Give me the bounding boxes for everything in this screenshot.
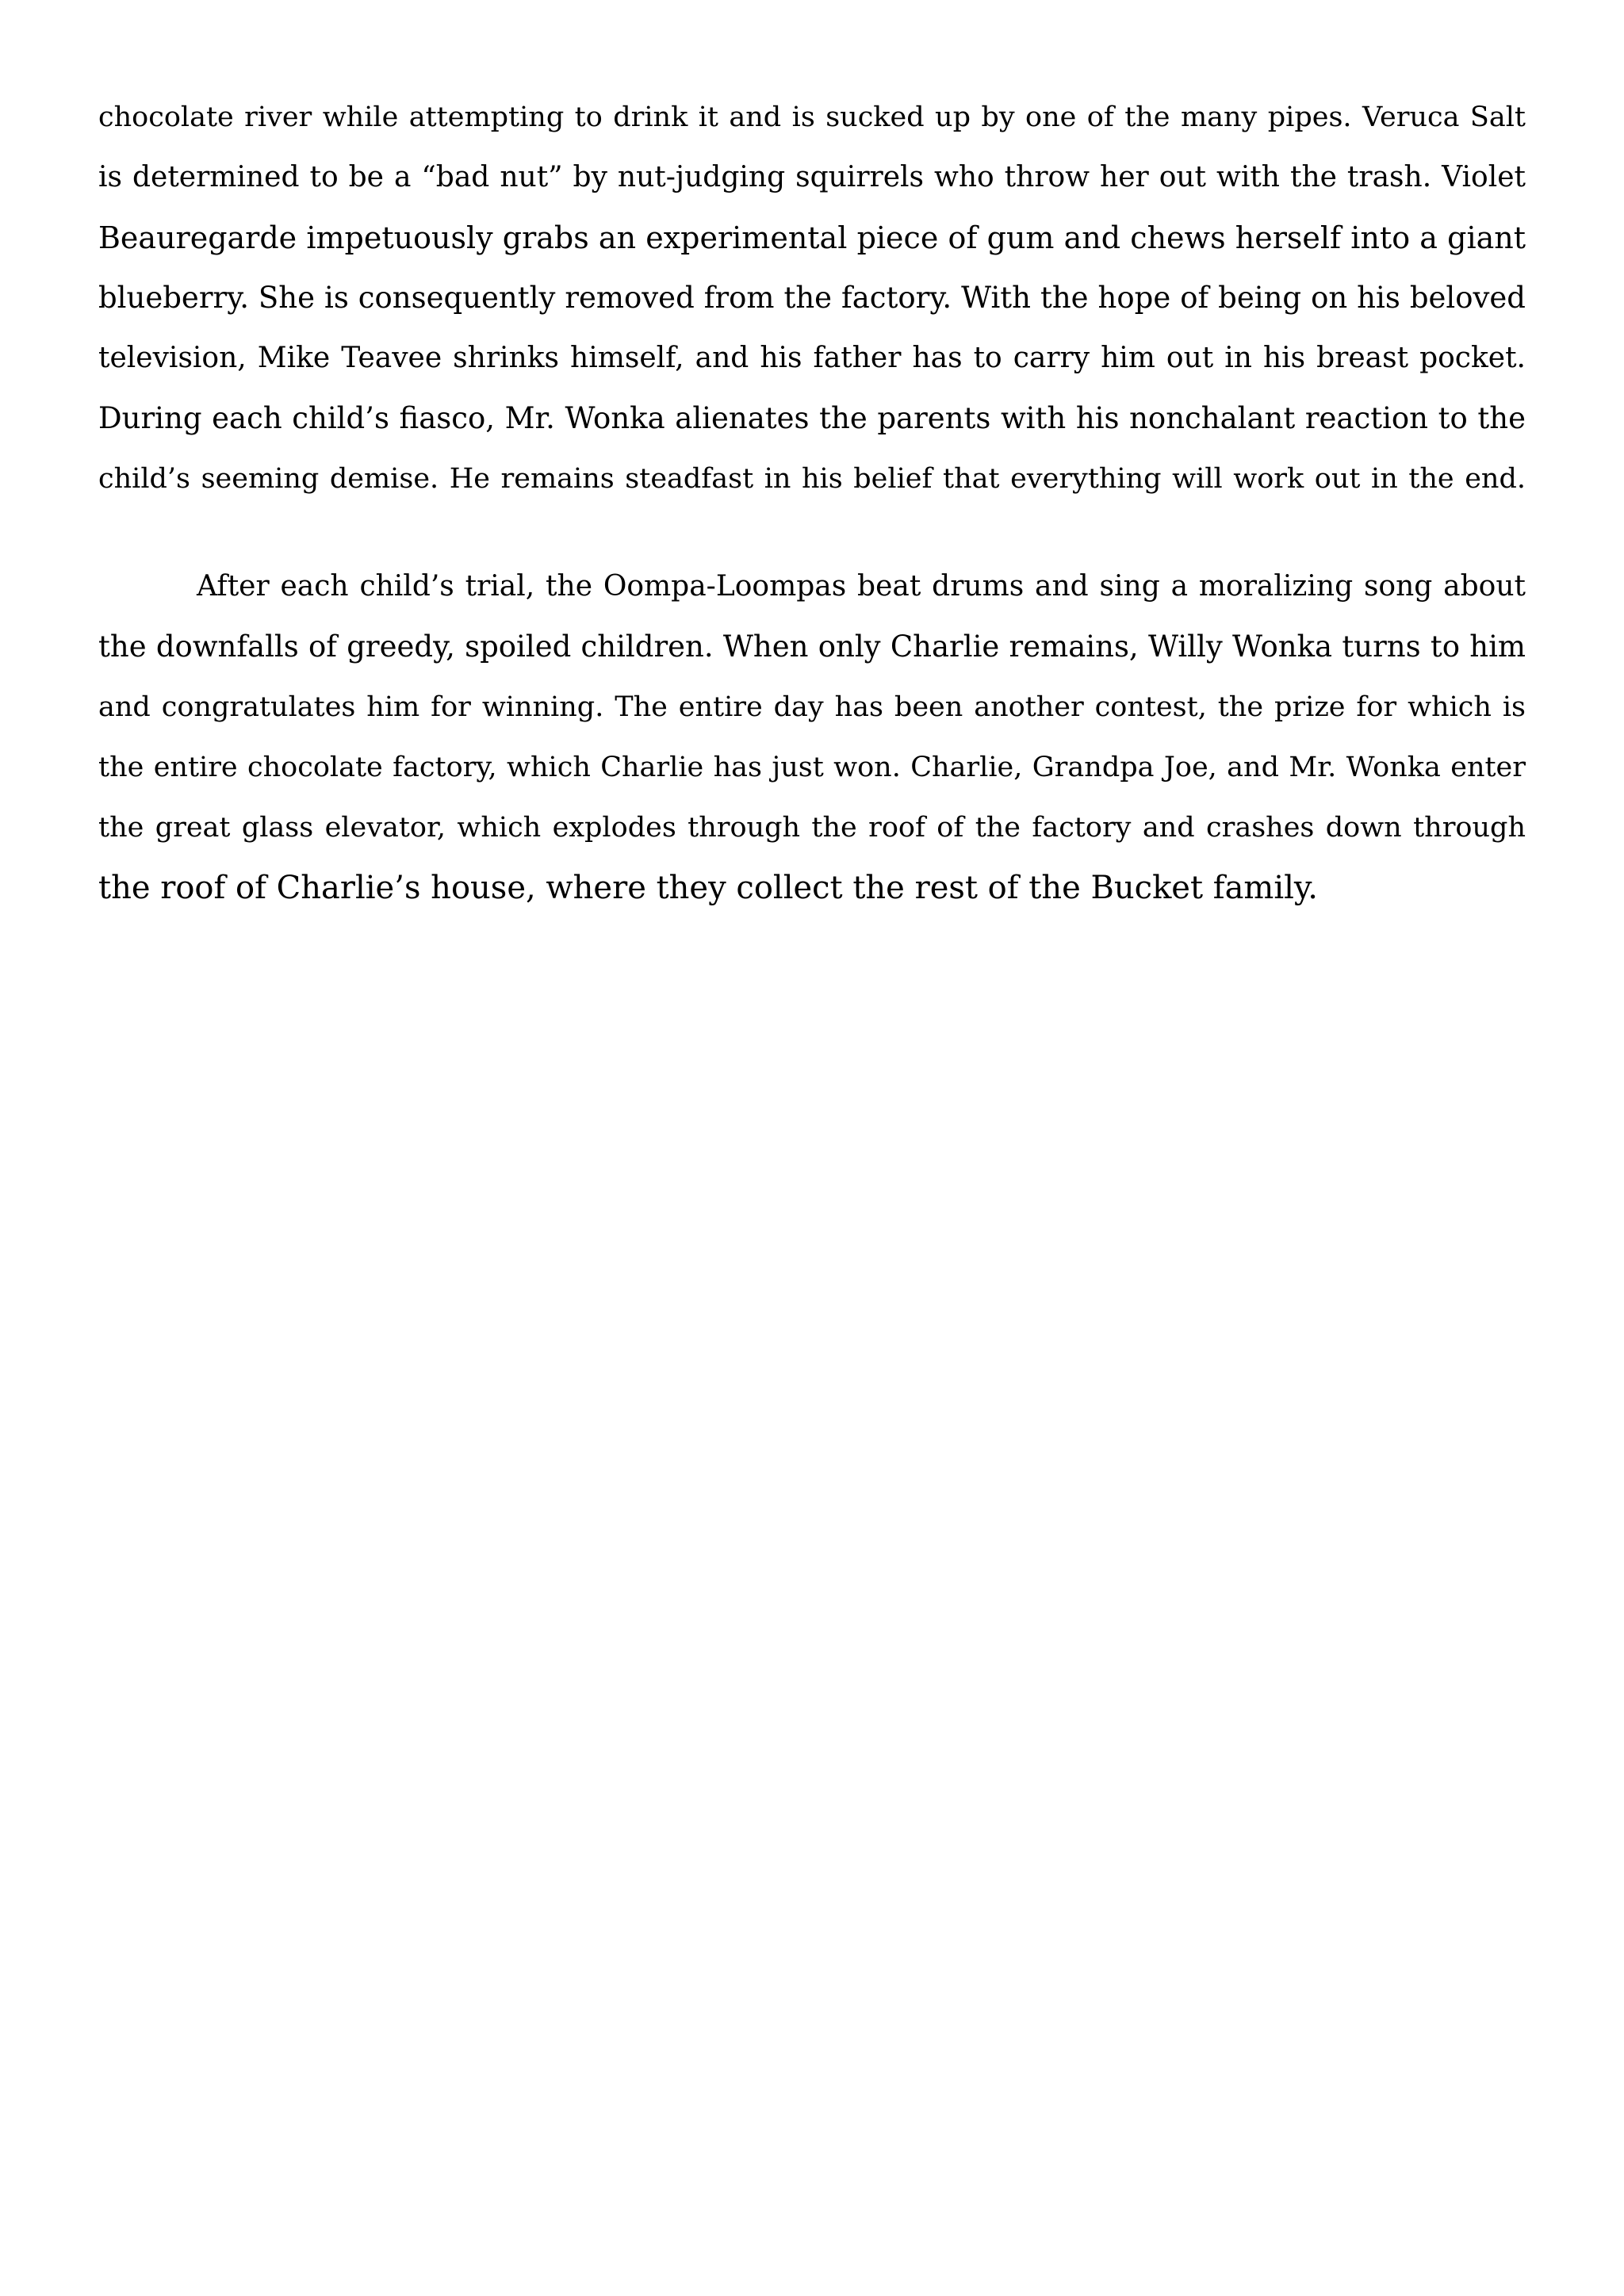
paragraph-line: blueberry. She is consequently removed from the factory. With the hope of being on his beloved [98, 281, 1526, 315]
paragraph-line: the roof of Charlie’s house, where they collect the rest of the Bucket family. [98, 870, 1318, 906]
paragraph-line: During each child’s fiasco, Mr. Wonka alienates the parents with his nonchalant reaction to the [98, 401, 1526, 435]
paragraph-1 [98, 87, 1526, 509]
paragraph-line: the entire chocolate factory, which Charlie has just won. Charlie, Grandpa Joe, and Mr. Wonka enter [98, 752, 1526, 783]
paragraph-line: chocolate river while attempting to drink it and is sucked up by one of the many pipes. Veruca Salt [98, 101, 1526, 133]
paragraph-2 [98, 557, 1526, 918]
paragraph-line: the great glass elevator, which explodes through the roof of the factory and crashes down through [98, 812, 1526, 844]
paragraph-line: is determined to be a “bad nut” by nut-judging squirrels who throw her out with the trash. Violet [98, 161, 1526, 193]
paragraph-line: Beauregarde impetuously grabs an experimental piece of gum and chews herself into a giant [98, 220, 1526, 255]
paragraph-line: After each child’s trial, the Oompa-Loompas beat drums and sing a moralizing song about [197, 570, 1526, 603]
paragraph-line: and congratulates him for winning. The entire day has been another contest, the prize for which is [98, 691, 1526, 723]
paragraph-line: child’s seeming demise. He remains steadfast in his belief that everything will work out in the end. [98, 463, 1526, 495]
paragraph-line: the downfalls of greedy, spoiled children. When only Charlie remains, Willy Wonka turns to him [98, 629, 1526, 664]
paragraph-line: television, Mike Teavee shrinks himself, and his father has to carry him out in his breast pocket. [98, 342, 1526, 374]
